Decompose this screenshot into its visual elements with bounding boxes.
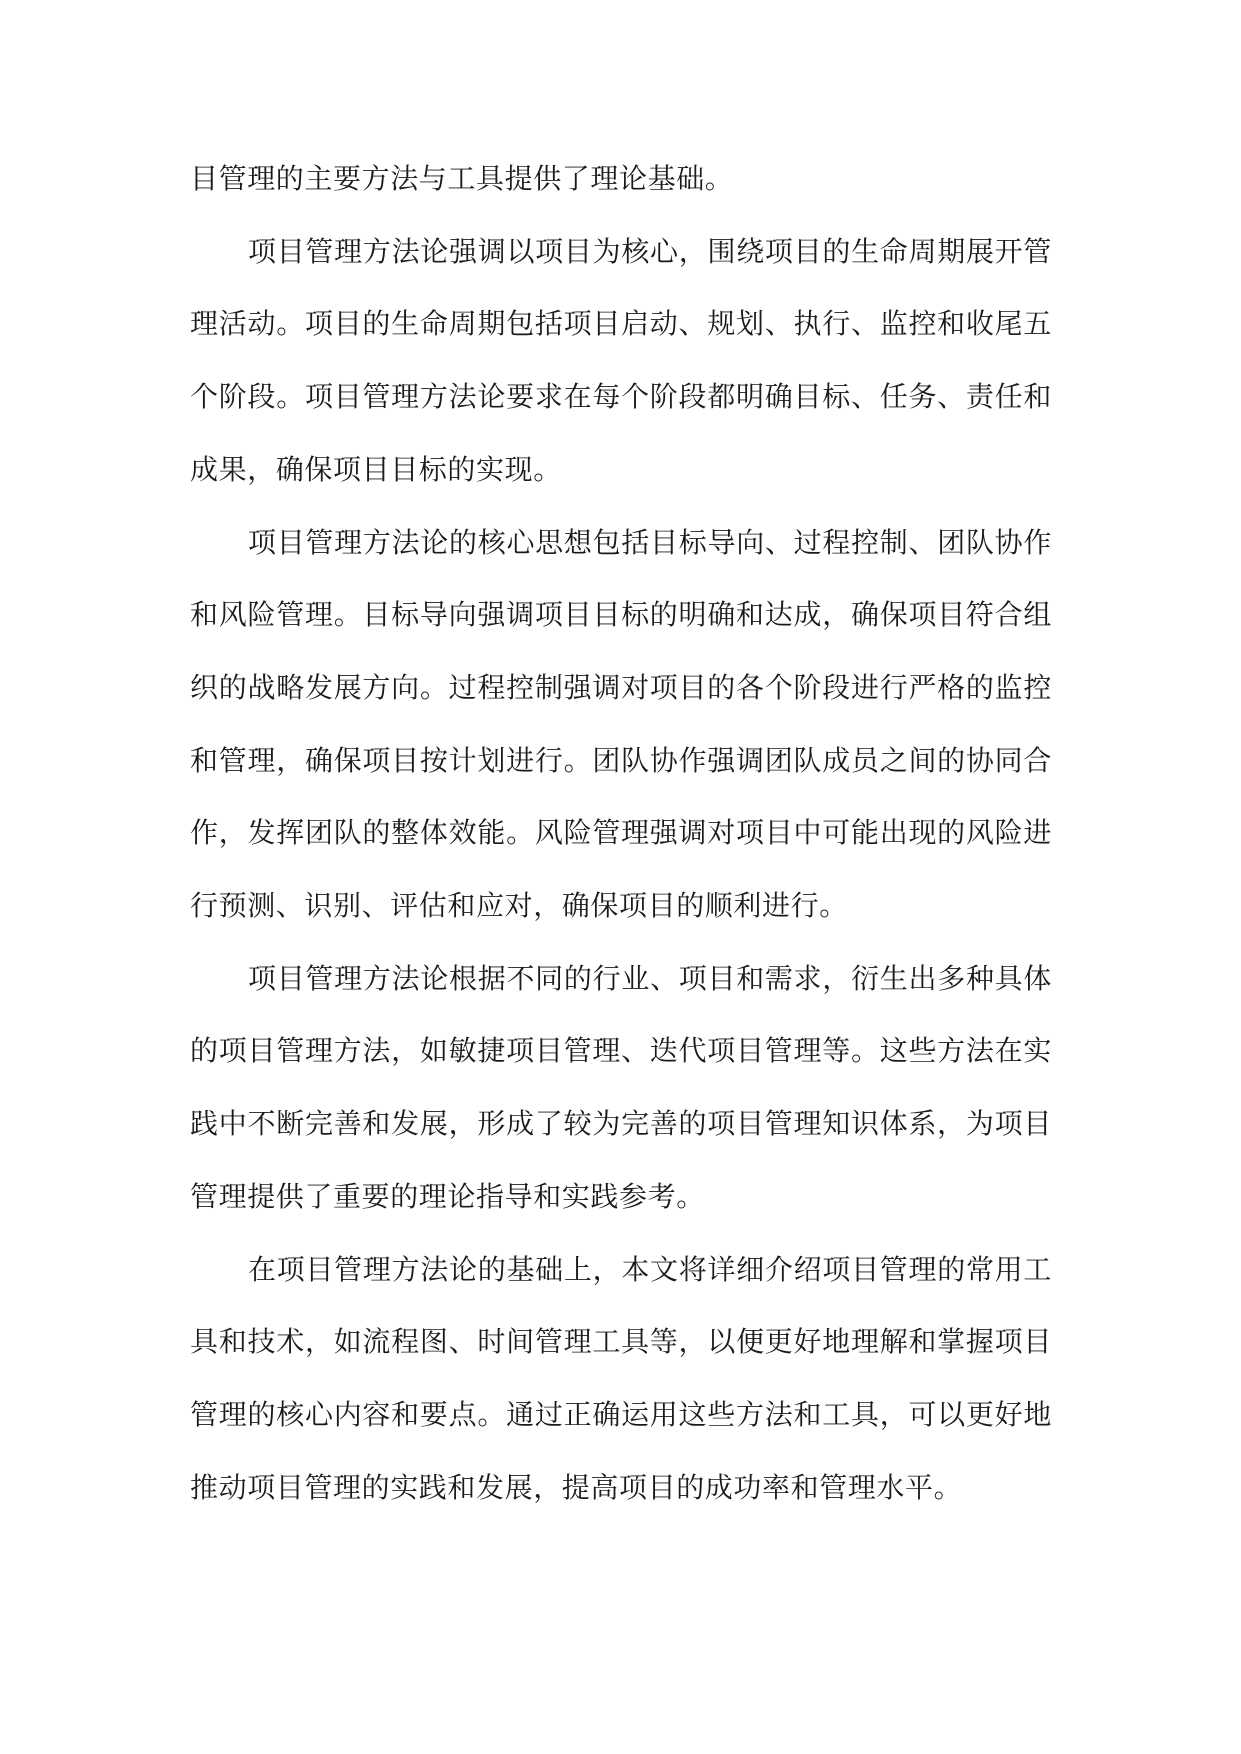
paragraph-derived-methods: 项目管理方法论根据不同的行业、项目和需求，衍生出多种具体的项目管理方法，如敏捷项目管理、迭代项目管理等。这些方法在实践中不断完善和发展，形成了较为完善的项目管理知识体系，为项目管理提供了重要的理论指导和实践参考。 xyxy=(190,961,1052,1213)
paragraph-core-ideas: 项目管理方法论的核心思想包括目标导向、过程控制、团队协作和风险管理。目标导向强调项目目标的明确和达成，确保项目符合组织的战略发展方向。过程控制强调对项目的各个阶段进行严格的监控和管理，确保项目按计划进行。团队协作强调团队成员之间的协同合作，发挥团队的整体效能。风险管理强调对项目中可能出现的风险进行预测、识别、评估和应对，确保项目的顺利进行。 xyxy=(190,525,1052,923)
paragraph-lifecycle: 项目管理方法论强调以项目为核心，围绕项目的生命周期展开管理活动。项目的生命周期包括项目启动、规划、执行、监控和收尾五个阶段。项目管理方法论要求在每个阶段都明确目标、任务、责任和成果，确保项目目标的实现。 xyxy=(190,234,1052,486)
paragraph-continuation: 目管理的主要方法与工具提供了理论基础。 xyxy=(190,162,734,195)
document-body xyxy=(190,143,1052,1524)
paragraph-tools-intro: 在项目管理方法论的基础上，本文将详细介绍项目管理的常用工具和技术，如流程图、时间管理工具等，以便更好地理解和掌握项目管理的核心内容和要点。通过正确运用这些方法和工具，可以更好地推动项目管理的实践和发展，提高项目的成功率和管理水平。 xyxy=(190,1252,1052,1504)
